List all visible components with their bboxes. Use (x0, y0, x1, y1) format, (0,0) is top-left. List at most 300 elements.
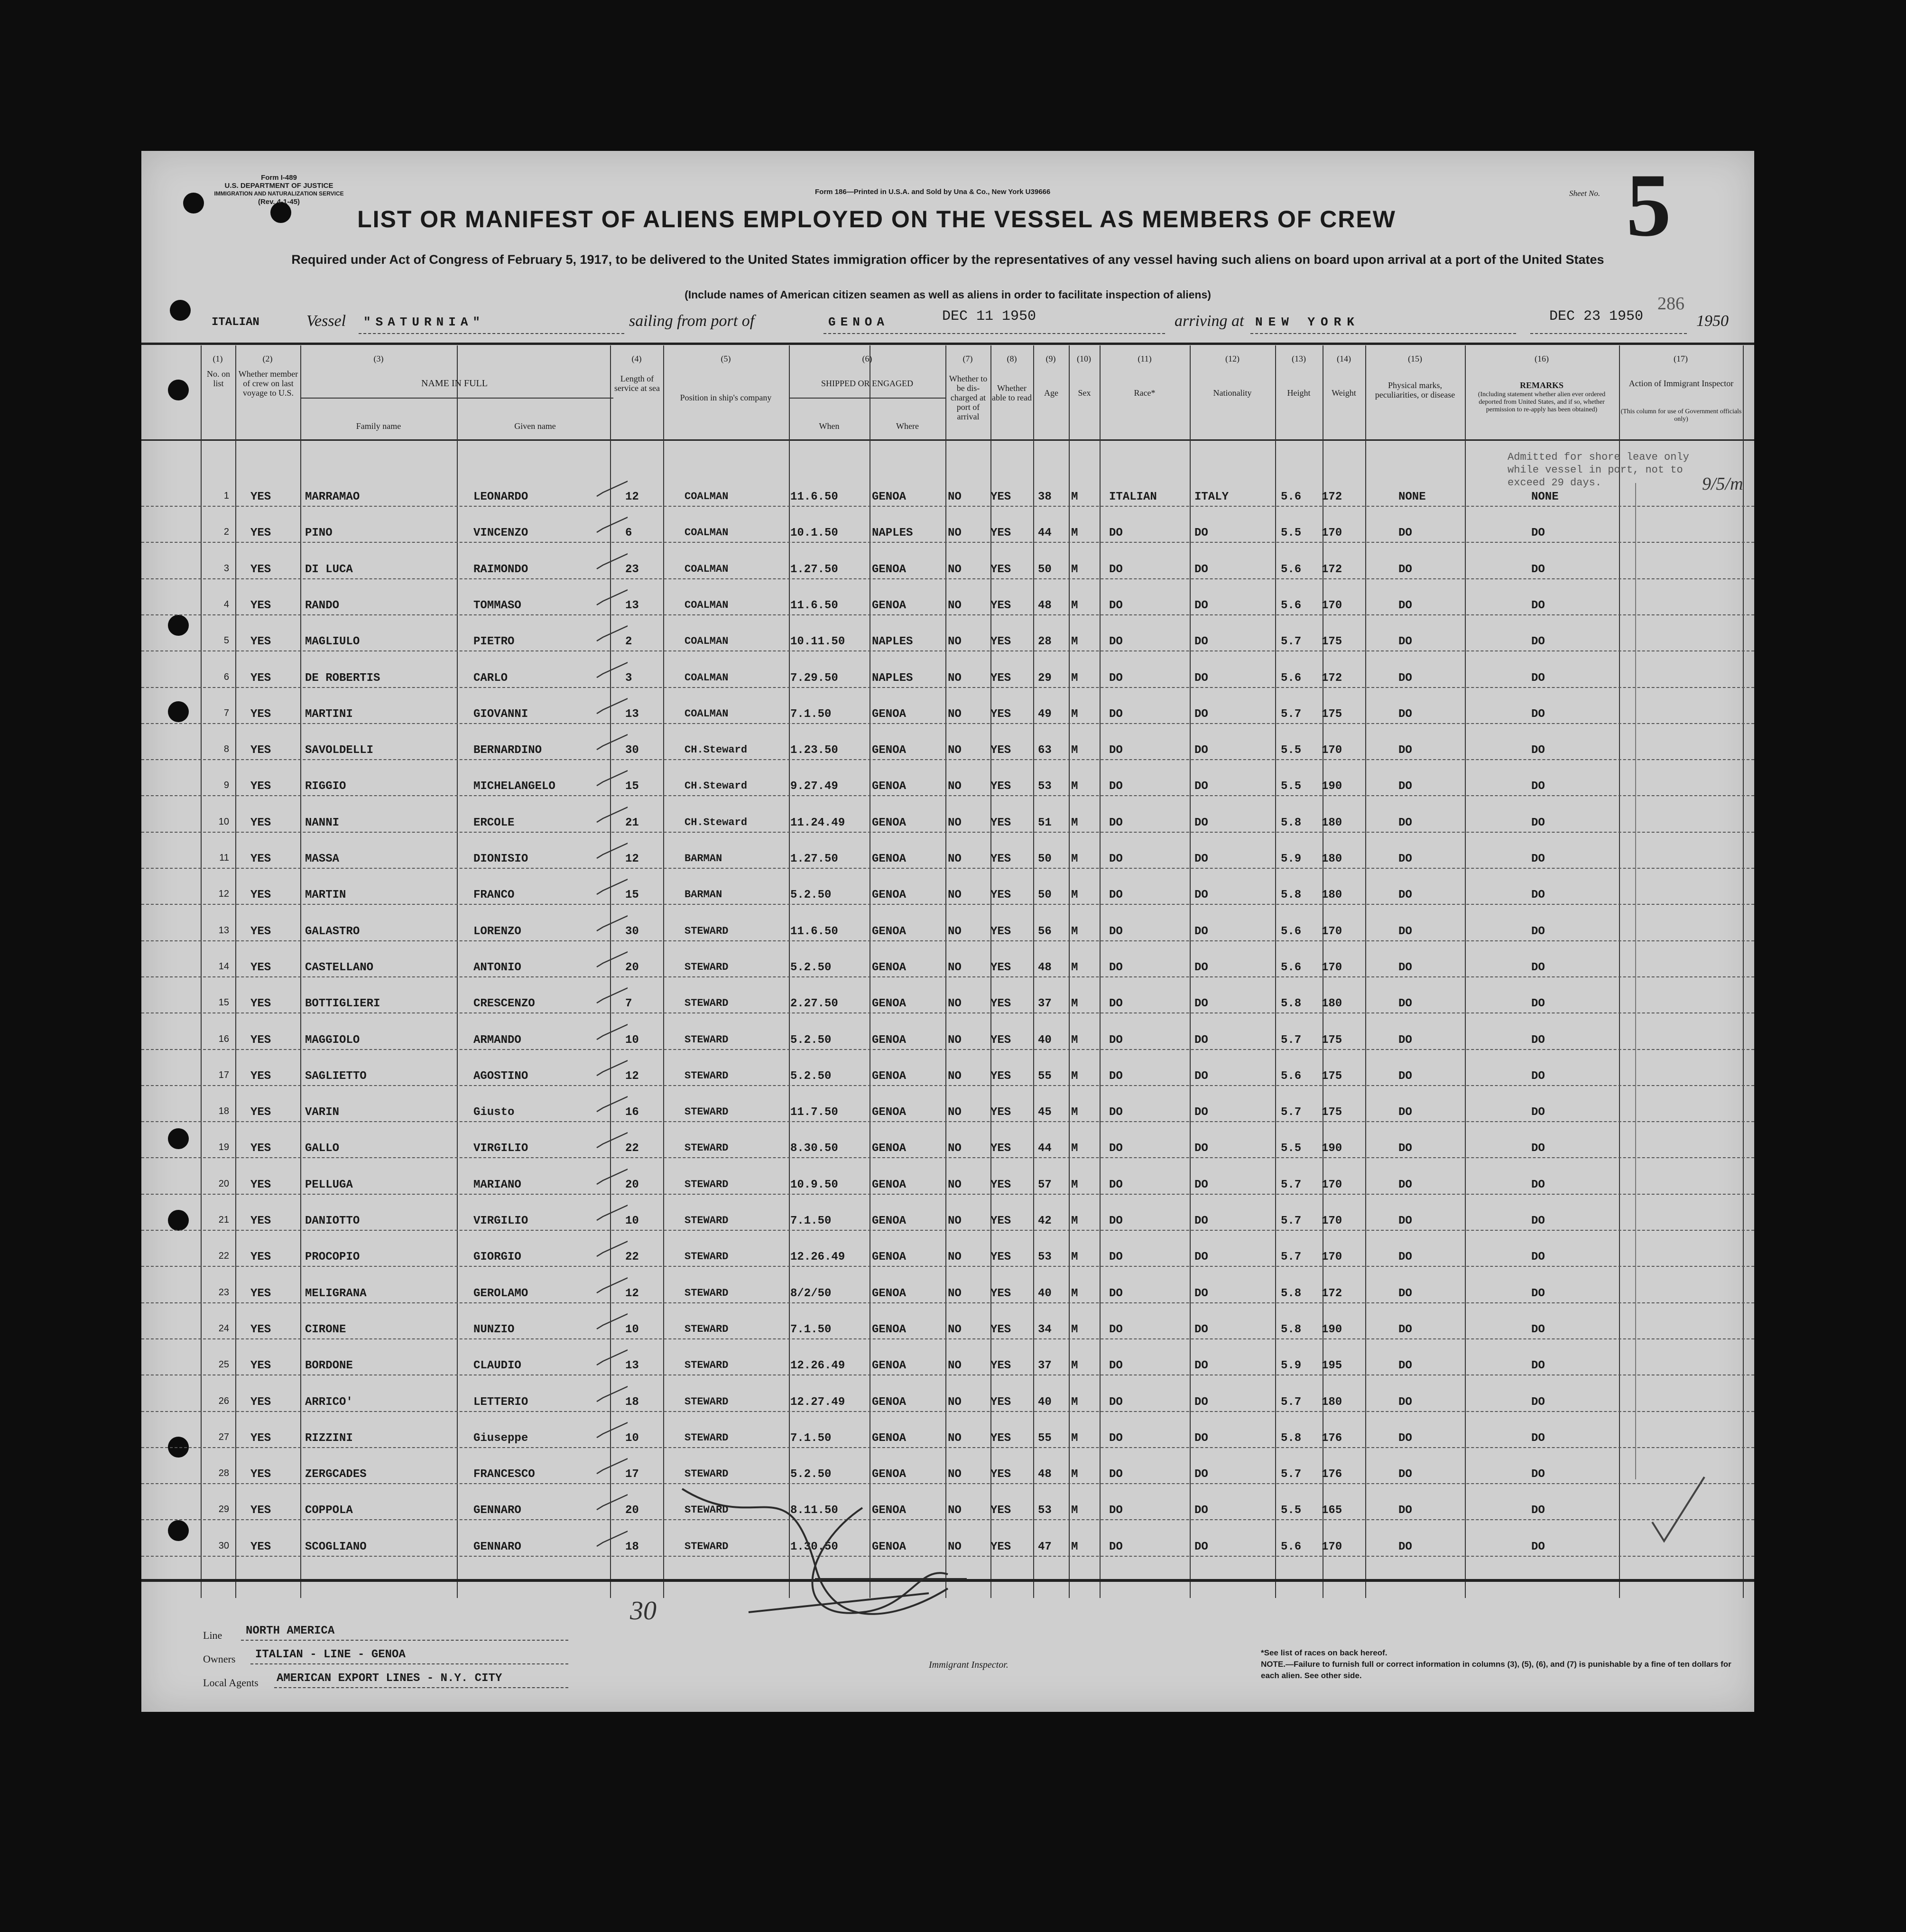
sex: M (1071, 1504, 1078, 1517)
family-name: GALASTRO (305, 925, 360, 938)
member-last-voyage: YES (250, 780, 271, 793)
length-of-service: 30 (625, 744, 639, 757)
length-of-service: 13 (625, 599, 639, 612)
family-name: DE ROBERTIS (305, 671, 380, 685)
sex: M (1071, 997, 1078, 1011)
position: STEWARD (685, 1215, 729, 1226)
weight: 170 (1322, 1215, 1342, 1227)
race: DO (1109, 1359, 1123, 1373)
height: 5.6 (1281, 599, 1302, 612)
shipped-where: GENOA (872, 1504, 907, 1517)
member-last-voyage: YES (250, 1142, 271, 1155)
nationality: DO (1194, 1395, 1208, 1409)
race: DO (1109, 744, 1123, 757)
given-name: VIRGILIO (473, 1142, 528, 1155)
shipped-where: GENOA (872, 1395, 907, 1409)
position: COALMAN (685, 599, 729, 611)
header-name: NAME IN FULL (421, 378, 488, 389)
shipped-when: 9.27.49 (790, 780, 838, 793)
column-number: (14) (1337, 354, 1351, 363)
race: DO (1109, 1106, 1123, 1119)
tally-check-mark (594, 514, 628, 533)
given-name: Giusto (473, 1106, 515, 1119)
physical-marks: DO (1398, 1069, 1412, 1083)
weight: 170 (1322, 925, 1342, 938)
agents-value: AMERICAN EXPORT LINES - N.Y. CITY (277, 1672, 502, 1685)
height: 5.7 (1281, 1033, 1302, 1047)
member-last-voyage: YES (250, 1359, 271, 1373)
age: 40 (1038, 1033, 1052, 1047)
row-rule (141, 614, 1754, 615)
tally-check-mark (594, 840, 628, 859)
position: CH.Steward (685, 780, 748, 792)
family-name: SCOGLIANO (305, 1540, 367, 1553)
shipped-divider (789, 398, 945, 399)
able-to-read: YES (990, 1033, 1011, 1047)
able-to-read: YES (990, 491, 1011, 503)
length-of-service: 6 (625, 527, 632, 540)
position: STEWARD (685, 1069, 729, 1082)
line-label: Line (203, 1629, 222, 1641)
header-no: No. on list (207, 369, 230, 388)
row-number: 27 (218, 1431, 229, 1442)
column-number: (5) (721, 354, 731, 363)
length-of-service: 22 (625, 1142, 639, 1155)
able-to-read: YES (990, 889, 1011, 902)
age: 45 (1038, 1106, 1052, 1119)
height: 5.5 (1281, 1504, 1302, 1517)
height: 5.8 (1281, 1431, 1302, 1445)
row-number: 4 (223, 599, 229, 610)
position: STEWARD (685, 1395, 729, 1408)
family-name: PROCOPIO (305, 1251, 360, 1264)
given-name: CARLO (473, 671, 508, 685)
to-be-discharged: NO (948, 1431, 962, 1445)
position: BARMAN (685, 853, 722, 864)
family-name: RIGGIO (305, 780, 346, 793)
family-name: SAVOLDELLI (305, 744, 374, 757)
shipped-where: NAPLES (872, 527, 913, 540)
race: DO (1109, 1431, 1123, 1445)
age: 49 (1038, 707, 1052, 721)
nationality: DO (1194, 1215, 1208, 1227)
sex: M (1071, 889, 1078, 902)
to-be-discharged: NO (948, 1142, 962, 1155)
able-to-read: YES (990, 1468, 1011, 1481)
age: 37 (1038, 997, 1052, 1011)
row-rule (141, 1230, 1754, 1231)
height: 5.6 (1281, 671, 1302, 685)
height: 5.9 (1281, 1359, 1302, 1373)
shipped-when: 10.9.50 (790, 1178, 838, 1191)
header-race: Race* (1134, 388, 1156, 398)
shipped-when: 5.2.50 (790, 1468, 832, 1481)
race: DO (1109, 1251, 1123, 1264)
shipped-when: 10.1.50 (790, 527, 838, 540)
vessel-flag: ITALIAN (212, 316, 259, 329)
family-name: GALLO (305, 1142, 340, 1155)
shipped-when: 11.24.49 (790, 816, 845, 829)
handwritten-remark: Admitted for shore leave only while vessel in port, not to exceed 29 days. (1508, 451, 1689, 489)
to-be-discharged: NO (948, 853, 962, 865)
physical-marks: DO (1398, 1540, 1412, 1553)
sex: M (1071, 1359, 1078, 1373)
remarks: DO (1531, 1359, 1545, 1373)
race: ITALIAN (1109, 491, 1157, 503)
age: 48 (1038, 599, 1052, 612)
column-number: (17) (1674, 354, 1688, 363)
height: 5.7 (1281, 1215, 1302, 1227)
row-number: 19 (218, 1142, 229, 1153)
to-be-discharged: NO (948, 1033, 962, 1047)
race: DO (1109, 1069, 1123, 1083)
column-number: (15) (1408, 354, 1422, 363)
nationality: DO (1194, 744, 1208, 757)
shipped-when: 5.2.50 (790, 1069, 832, 1083)
remarks: DO (1531, 563, 1545, 576)
row-number: 20 (218, 1178, 229, 1189)
family-name: CASTELLANO (305, 961, 374, 974)
shipped-when: 11.6.50 (790, 599, 838, 612)
row-number: 7 (223, 707, 229, 718)
row-number: 12 (218, 889, 229, 900)
position: STEWARD (685, 1504, 729, 1516)
to-be-discharged: NO (948, 997, 962, 1011)
height: 5.5 (1281, 780, 1302, 793)
column-number: (9) (1046, 354, 1056, 363)
position: STEWARD (685, 1287, 729, 1299)
row-number: 15 (218, 997, 229, 1008)
able-to-read: YES (990, 707, 1011, 721)
punch-hole (168, 380, 189, 400)
sex: M (1071, 961, 1078, 974)
given-name: TOMMASO (473, 599, 521, 612)
document-title: LIST OR MANIFEST OF ALIENS EMPLOYED ON THE VESSEL AS MEMBERS OF CREW (357, 206, 1396, 232)
age: 55 (1038, 1431, 1052, 1445)
vessel-info-line (212, 308, 1729, 336)
race: DO (1109, 1215, 1123, 1227)
row-rule (141, 542, 1754, 543)
age: 42 (1038, 1215, 1052, 1227)
nationality: DO (1194, 1359, 1208, 1373)
age: 50 (1038, 563, 1052, 576)
column-number: (11) (1138, 354, 1152, 363)
row-number: 1 (223, 491, 229, 501)
shipped-where: GENOA (872, 997, 907, 1011)
member-last-voyage: YES (250, 707, 271, 721)
age: 29 (1038, 671, 1052, 685)
weight: 172 (1322, 563, 1342, 576)
sex: M (1071, 1468, 1078, 1481)
age: 57 (1038, 1178, 1052, 1191)
nationality: DO (1194, 671, 1208, 685)
sex: M (1071, 1069, 1078, 1083)
race: DO (1109, 1323, 1123, 1336)
inspector-vertical-line (1626, 483, 1645, 1479)
to-be-discharged: NO (948, 889, 962, 902)
tally-check-mark (594, 913, 628, 932)
to-be-discharged: NO (948, 780, 962, 793)
shipped-where: GENOA (872, 1431, 907, 1445)
sex: M (1071, 780, 1078, 793)
shipped-where: GENOA (872, 889, 907, 902)
family-name: DANIOTTO (305, 1215, 360, 1227)
shipped-when: 12.27.49 (790, 1395, 845, 1409)
physical-marks: DO (1398, 780, 1412, 793)
age: 47 (1038, 1540, 1052, 1553)
position: CH.Steward (685, 816, 748, 828)
shipped-where: GENOA (872, 1251, 907, 1264)
to-be-discharged: NO (948, 1069, 962, 1083)
sex: M (1071, 1215, 1078, 1227)
height: 5.6 (1281, 563, 1302, 576)
family-name: ZERGCADES (305, 1468, 367, 1481)
tally-check-mark (594, 949, 628, 968)
member-last-voyage: YES (250, 997, 271, 1011)
weight: 172 (1322, 671, 1342, 685)
sex: M (1071, 1395, 1078, 1409)
tally-check-mark (594, 1456, 628, 1475)
header-height: Height (1287, 388, 1311, 398)
able-to-read: YES (990, 1178, 1011, 1191)
to-be-discharged: NO (948, 744, 962, 757)
penalty-note: NOTE.—Failure to furnish full or correct information in columns (3), (5), (6), and (7) is punishable by a fine of ten dollars for each alien. See other side. (1261, 1660, 1731, 1680)
date-from: DEC 11 1950 (942, 308, 1036, 325)
shipped-where: GENOA (872, 1106, 907, 1119)
shipped-when: 5.2.50 (790, 889, 832, 902)
to-be-discharged: NO (948, 707, 962, 721)
row-number: 25 (218, 1359, 229, 1370)
length-of-service: 13 (625, 707, 639, 721)
shipped-when: 5.2.50 (790, 961, 832, 974)
row-rule (141, 578, 1754, 579)
punch-hole (183, 193, 204, 214)
given-name: LETTERIO (473, 1395, 528, 1409)
family-name: VARIN (305, 1106, 340, 1119)
length-of-service: 20 (625, 1178, 639, 1191)
family-name: DI LUCA (305, 563, 353, 576)
position: COALMAN (685, 563, 729, 575)
sex: M (1071, 527, 1078, 540)
row-number: 16 (218, 1033, 229, 1044)
length-of-service: 13 (625, 1359, 639, 1373)
age: 51 (1038, 816, 1052, 829)
header-weight: Weight (1332, 388, 1356, 398)
shipped-when: 11.6.50 (790, 491, 838, 503)
sex: M (1071, 599, 1078, 612)
length-of-service: 10 (625, 1323, 639, 1336)
to-be-discharged: NO (948, 563, 962, 576)
row-rule (141, 832, 1754, 833)
race: DO (1109, 889, 1123, 902)
row-number: 11 (219, 853, 229, 863)
header-member: Whether member of crew on last voyage to U.S. (238, 369, 298, 398)
remarks: DO (1531, 671, 1545, 685)
row-rule (141, 1447, 1754, 1448)
sex: M (1071, 635, 1078, 649)
shipped-when: 12.26.49 (790, 1251, 845, 1264)
age: 56 (1038, 925, 1052, 938)
length-of-service: 20 (625, 1504, 639, 1517)
shipped-where: NAPLES (872, 671, 913, 685)
tally-check-mark (594, 1058, 628, 1077)
tally-check-mark (594, 587, 628, 606)
sex: M (1071, 671, 1078, 685)
physical-marks: DO (1398, 1359, 1412, 1373)
length-of-service: 18 (625, 1540, 639, 1553)
given-name: FRANCESCO (473, 1468, 535, 1481)
shipped-where: GENOA (872, 491, 907, 503)
column-number: (16) (1535, 354, 1549, 363)
column-number: (10) (1077, 354, 1091, 363)
shipped-where: NAPLES (872, 635, 913, 649)
remarks: DO (1531, 635, 1545, 649)
column-number: (8) (1007, 354, 1017, 363)
remarks: DO (1531, 889, 1545, 902)
line-value: NORTH AMERICA (246, 1625, 335, 1637)
race: DO (1109, 925, 1123, 938)
position: STEWARD (685, 1142, 729, 1154)
tally-check-mark (594, 1022, 628, 1040)
tally-check-mark (594, 1384, 628, 1403)
to-be-discharged: NO (948, 1251, 962, 1264)
member-last-voyage: YES (250, 1395, 271, 1409)
member-last-voyage: YES (250, 744, 271, 757)
punch-hole (168, 701, 189, 722)
physical-marks: DO (1398, 1142, 1412, 1155)
given-name: MARIANO (473, 1178, 521, 1191)
remarks: DO (1531, 961, 1545, 974)
able-to-read: YES (990, 1106, 1011, 1119)
weight: 176 (1322, 1431, 1342, 1445)
member-last-voyage: YES (250, 853, 271, 865)
height: 5.5 (1281, 1142, 1302, 1155)
nationality: DO (1194, 1178, 1208, 1191)
inspector-label: Immigrant Inspector. (929, 1660, 1009, 1670)
height: 5.7 (1281, 1251, 1302, 1264)
able-to-read: YES (990, 997, 1011, 1011)
shipped-where: GENOA (872, 1323, 907, 1336)
member-last-voyage: YES (250, 1287, 271, 1300)
race: DO (1109, 1287, 1123, 1300)
printer-imprint: Form 186—Printed in U.S.A. and Sold by Una & Co., New York U39666 (815, 188, 1051, 196)
position: STEWARD (685, 1251, 729, 1263)
length-of-service: 7 (625, 997, 632, 1011)
form-revision: (Rev. 4-1-45) (258, 198, 300, 206)
height: 5.6 (1281, 925, 1302, 938)
family-name: MARTIN (305, 889, 346, 902)
length-of-service: 12 (625, 853, 639, 865)
age: 53 (1038, 780, 1052, 793)
position: STEWARD (685, 1540, 729, 1552)
length-of-service: 12 (625, 1069, 639, 1083)
given-name: AGOSTINO (473, 1069, 528, 1083)
physical-marks: DO (1398, 1033, 1412, 1047)
family-name: MARTINI (305, 707, 353, 721)
age: 53 (1038, 1251, 1052, 1264)
row-number: 24 (218, 1323, 229, 1334)
age: 50 (1038, 853, 1052, 865)
physical-marks: DO (1398, 925, 1412, 938)
page-number: 286 (1657, 294, 1684, 314)
row-number: 14 (218, 961, 229, 972)
header-physical: Physical marks, peculiarities, or disease (1375, 381, 1455, 399)
row-rule (141, 976, 1754, 977)
service-name: IMMIGRATION AND NATURALIZATION SERVICE (214, 190, 344, 197)
shipped-when: 11.7.50 (790, 1106, 838, 1119)
shipped-when: 5.2.50 (790, 1033, 832, 1047)
physical-marks: DO (1398, 1468, 1412, 1481)
race: DO (1109, 707, 1123, 721)
nationality: ITALY (1194, 491, 1229, 503)
weight: 170 (1322, 1251, 1342, 1264)
weight: 172 (1322, 491, 1342, 503)
member-last-voyage: YES (250, 563, 271, 576)
race: DO (1109, 635, 1123, 649)
agents-label: Local Agents (203, 1677, 259, 1689)
shipped-when: 8/2/50 (790, 1287, 832, 1300)
given-name: GENNARO (473, 1504, 521, 1517)
family-name: MELIGRANA (305, 1287, 367, 1300)
able-to-read: YES (990, 527, 1011, 540)
shipped-when: 8.30.50 (790, 1142, 838, 1155)
remarks: DO (1531, 1468, 1545, 1481)
shipped-when: 2.27.50 (790, 997, 838, 1011)
shipped-where: GENOA (872, 780, 907, 793)
nationality: DO (1194, 997, 1208, 1011)
tally-check-mark (594, 985, 628, 1004)
nationality: DO (1194, 1504, 1208, 1517)
height: 5.6 (1281, 491, 1302, 503)
weight: 180 (1322, 1395, 1342, 1409)
member-last-voyage: YES (250, 1178, 271, 1191)
age: 44 (1038, 527, 1052, 540)
tally-check-mark (594, 1311, 628, 1330)
weight: 180 (1322, 889, 1342, 902)
able-to-read: YES (990, 853, 1011, 865)
date-to: DEC 23 1950 (1549, 308, 1644, 325)
weight: 175 (1322, 1069, 1342, 1083)
member-last-voyage: YES (250, 671, 271, 685)
tally-check-mark (594, 696, 628, 715)
position: STEWARD (685, 1033, 729, 1046)
race: DO (1109, 1468, 1123, 1481)
row-rule (141, 759, 1754, 760)
family-name: ARRICO' (305, 1395, 353, 1409)
owners-label: Owners (203, 1653, 236, 1665)
weight: 170 (1322, 744, 1342, 757)
header-shipped: SHIPPED OR ENGAGED (821, 379, 913, 388)
weight: 170 (1322, 527, 1342, 540)
column-number: (2) (262, 354, 273, 363)
race: DO (1109, 1504, 1123, 1517)
nationality: DO (1194, 527, 1208, 540)
race: DO (1109, 997, 1123, 1011)
form-number: Form I-489 (261, 174, 297, 182)
sex: M (1071, 744, 1078, 757)
weight: 175 (1322, 707, 1342, 721)
member-last-voyage: YES (250, 1251, 271, 1264)
able-to-read: YES (990, 1395, 1011, 1409)
able-to-read: YES (990, 1540, 1011, 1553)
height: 5.6 (1281, 1069, 1302, 1083)
position: COALMAN (685, 527, 729, 539)
nationality: DO (1194, 635, 1208, 649)
race: DO (1109, 563, 1123, 576)
remarks: DO (1531, 744, 1545, 757)
race: DO (1109, 527, 1123, 540)
row-number: 8 (223, 744, 229, 755)
